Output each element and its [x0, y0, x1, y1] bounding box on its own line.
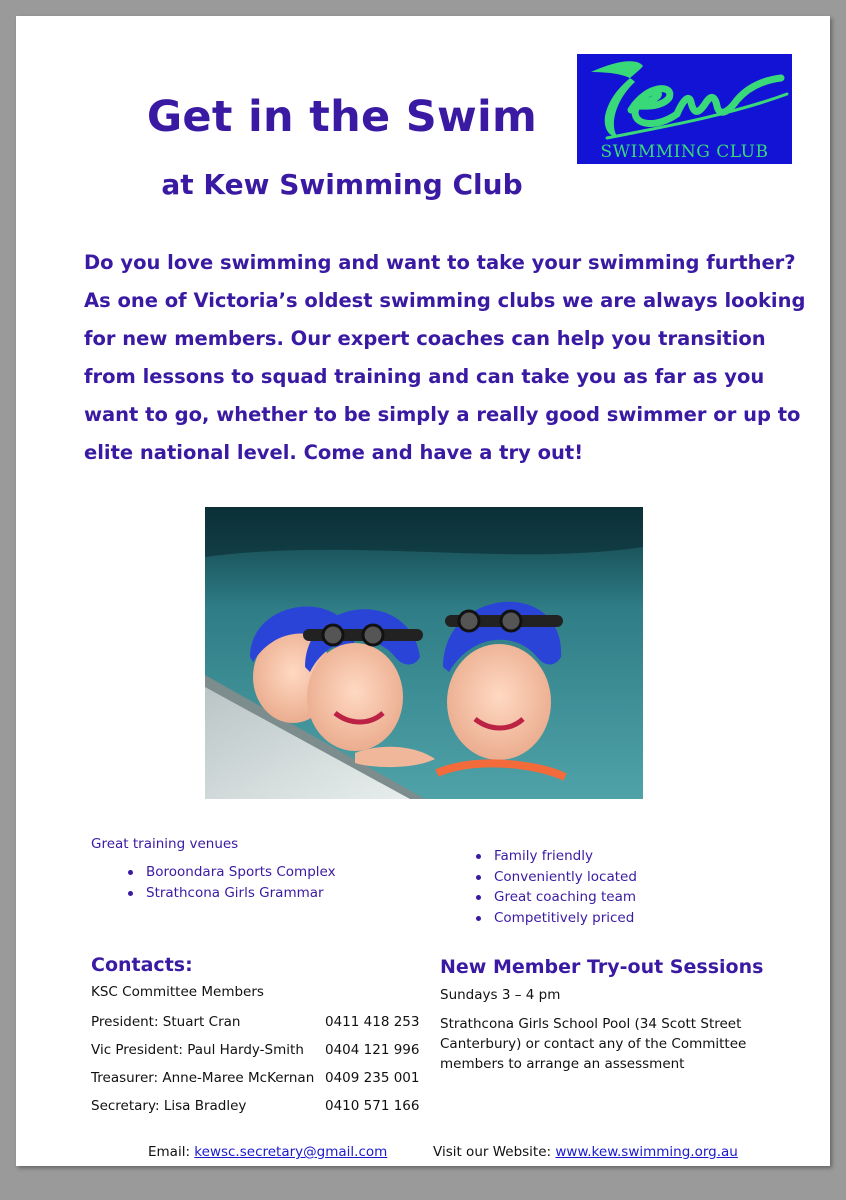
- list-item: Conveniently located: [470, 867, 637, 888]
- venues-label: Great training venues: [91, 836, 239, 852]
- committee-subheading: KSC Committee Members: [91, 984, 264, 1000]
- contact-name: Secretary: Lisa Bradley: [91, 1098, 247, 1114]
- contact-name: Treasurer: Anne-Maree McKernan: [91, 1070, 315, 1086]
- intro-line: As one of Victoria’s oldest swimming clubs we are always looking: [84, 289, 806, 312]
- contact-name: President: Stuart Cran: [91, 1014, 241, 1030]
- list-item: Strathcona Girls Grammar: [122, 883, 336, 904]
- contact-row: [91, 1070, 421, 1090]
- tryout-time: Sundays 3 – 4 pm: [440, 987, 561, 1003]
- list-item: Family friendly: [470, 846, 637, 867]
- contact-row: [91, 1042, 421, 1062]
- swimmers-photo: [205, 507, 643, 799]
- contact-phone: 0409 235 001: [325, 1070, 420, 1086]
- contact-phone: 0410 571 166: [325, 1098, 420, 1114]
- intro-line: elite national level. Come and have a try out!: [84, 441, 584, 464]
- logo-text: SWIMMING CLUB: [600, 142, 769, 162]
- venues-list: [122, 862, 336, 903]
- tryout-heading: New Member Try-out Sessions: [440, 956, 764, 978]
- footer-website: [433, 1144, 738, 1160]
- intro-line: Do you love swimming and want to take your swimming further?: [84, 251, 796, 274]
- footer-email: [148, 1144, 387, 1160]
- tryout-description: Strathcona Girls School Pool (34 Scott Street Canterbury) or contact any of the Committee members to arrange an assessment: [440, 1016, 747, 1072]
- intro-line: for new members. Our expert coaches can help you transition: [84, 327, 766, 350]
- intro-paragraph: [84, 244, 806, 472]
- email-label: Email:: [148, 1144, 195, 1160]
- website-link[interactable]: www.kew.swimming.org.au: [555, 1144, 738, 1160]
- contact-row: [91, 1014, 421, 1034]
- website-label: Visit our Website:: [433, 1144, 556, 1160]
- contact-name: Vic President: Paul Hardy-Smith: [91, 1042, 304, 1058]
- contact-row: [91, 1098, 421, 1118]
- list-item: Competitively priced: [470, 908, 637, 929]
- kew-swimming-club-logo: [577, 54, 792, 164]
- page-subtitle: at Kew Swimming Club: [161, 168, 523, 201]
- intro-line: want to go, whether to be simply a really good swimmer or up to: [84, 403, 801, 426]
- page-title: Get in the Swim: [146, 92, 538, 142]
- contact-phone: 0411 418 253: [325, 1014, 420, 1030]
- flyer-page: [16, 16, 830, 1166]
- list-item: Great coaching team: [470, 887, 637, 908]
- features-list: [470, 846, 637, 928]
- list-item: Boroondara Sports Complex: [122, 862, 336, 883]
- contact-phone: 0404 121 996: [325, 1042, 420, 1058]
- intro-line: from lessons to squad training and can take you as far as you: [84, 365, 765, 388]
- email-link[interactable]: kewsc.secretary@gmail.com: [194, 1144, 388, 1160]
- contacts-heading: Contacts:: [91, 954, 193, 976]
